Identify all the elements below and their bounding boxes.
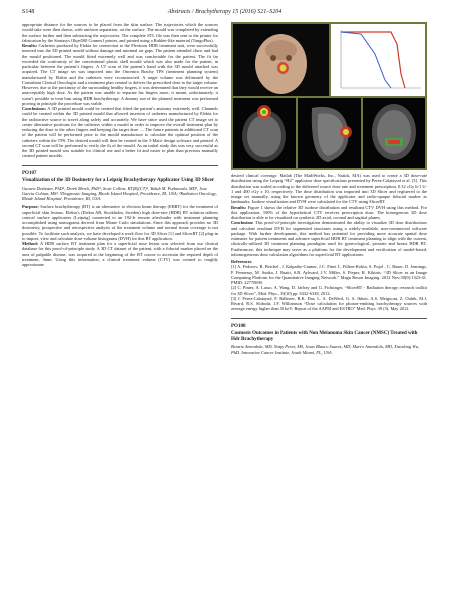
dvh-plot <box>331 24 425 96</box>
results-text-right: Figure 1 shows the relative 3D isodose distribution and resultant CTV DVH using this method. For this application, 100% of the hypothetical CTV receives prescription dose. The homogenous 3D dose distribution is able to be visualized on synthetic 2D axial, coronal and sagittal planes. <box>231 204 428 220</box>
conclusions-label: Conclusions: <box>22 106 47 111</box>
abstract-title: Cosmesis Outcomes in Patients with Non Melanoma Skin Cancer (NMSC) Treated with Hdr Brachytherapy <box>231 330 418 342</box>
head-render-image <box>233 24 329 96</box>
method-continuation-right: desired clinical coverage. Matlab (The MathWorks, Inc., Natick, MA) was used to create a 3D dose-rate distribution using the Leipzig “H2” applicator dose specifications presented by Perez-Calatayud et al. [3]. This distribution was scaled according to the delivered source dose rate and treatment prescription, 0.32 cGy h-1 U-1 and 400 cGy x 10, respectively. The dose distribution was imported into 3D Slicer and registered to the image set manually, using the known geometry of the applicator and radio-opaque fiducial marker as landmarks. Isodose visualization and DVH were calculated for the CTV using SlicerRT. <box>231 173 427 205</box>
axial-panel <box>233 98 296 168</box>
render-3d-panel <box>233 24 329 96</box>
slicer-figure <box>231 22 427 170</box>
dvh-panel <box>331 24 425 96</box>
purpose-label: Purpose: <box>22 204 39 210</box>
conclusion-paragraph <box>231 220 427 257</box>
method-text: A HDR surface BT treatment plan for a superficial nose lesion was selected from our clinical database for this proof-of-principle study. A 3D CT dataset of the patient, with a fiducial marker placed on the area of palpable disease, was acquired at the beginning of the BT course to ascertain the required depth of treatment, 3mm. Using this information, a clinical treatment volume (CTV) was created to roughly approximate <box>22 241 219 268</box>
results-paragraph-right <box>231 205 427 221</box>
method-label: Method: <box>22 241 39 247</box>
abstract-title: Visualization of the 3D Dosimetry for a Leipzig Brachytherapy Applicator Using 3D Slicer <box>22 177 215 183</box>
references-heading: References <box>231 259 252 264</box>
results-text: Catheters produced by Elekta for connection to the Flexitron HDR treatment unit, were successfully inserted into the 3D printed mould without damage and minimal air gaps. The patient attended clinic and had the mould positioned. The mould fitted extremely well and was comfortable for the patient. The fit far exceeded the conformity of the conventional plastic shell mould which was also made for the patient, in particular between the patient’s fingers. A CT scan of the patient’s hand with the 3D mould attached was acquired. The CT image set was imported into the Oncentra Brachy TPS (treatment planning system) manufactured by Elekta and the catheters were reconstructed. A target volume was delineated by the Consultant Clinical Oncologist and a treatment plan created to deliver the prescribed dose to the target volume. However, due to the proximity of the surrounding healthy fingers, it was determined that they would receive an unacceptably high dose. As the patient was unable to separate his fingers more, it meant, unfortunately, it wasn’t possible to treat him using HDR brachytherapy. A dummy run of the planned treatment was performed proving in principle the procedure was viable. <box>22 43 218 106</box>
conclusion-label: Conclusion: <box>231 220 254 226</box>
reference-item: [2] C. Pinter, A. Lasso, A. Wang, D. Jaffray and G. Fichtinger, “SlicerRT - Radiation therapy research toolkit for 3D Slicer”, Med. Phys., 39(10) pp. 6332-6338, 2012. <box>231 285 427 296</box>
section-divider <box>231 318 427 319</box>
reference-item: [1] A. Fedorov, R. Beichel , J. Kalpathy-Cramer, J.C. Finet J., Fillion-Robin, S. Pujol , C. Bauer, D. Jennings, F. Fennessy, M. Sonka, J. Buatti, S.R. Aylward, J.V. Miller, S. Pieper, R. Kikinis. “3D Slicer as an Image Computing Platform for the Quantitative Imaging Network.” Magn Reson Imaging. 2012 Nov;30(9):1323-41. PMID: 22770690. <box>231 264 427 285</box>
page-header <box>22 9 427 19</box>
coronal-slice-image <box>363 98 425 168</box>
left-column <box>22 22 218 267</box>
right-column <box>231 22 427 355</box>
purpose-paragraph <box>22 204 218 241</box>
axial-slice-image <box>233 98 296 168</box>
purpose-text: Surface brachytherapy (BT) is an alternative to electron beam therapy (EBRT) for the treatment of superficial skin lesions. Elekta’s (Elekta AB, Stockholm, Sweden) high dose-rate (HDR) BT solution utilizes conical surface applicators (Leipzig) connected to an 192-Ir remote afterloader with treatment planning accomplished using nomograms derived from Monte Carlo simulations. Since this approach provides no 3D dosimetry, prospective and retrospective analysis of the treatment volume and normal tissue coverage is not possible. To facilitate such analysis, we have developed a work flow for 3D Slicer [1] and SlicerRT [2] plug-in to import, view and calculate dose-volume histograms (DVH) for this BT application. <box>22 204 218 241</box>
results-label-right: Results: <box>231 204 247 210</box>
results-label: Results: <box>22 43 38 48</box>
conclusion-text: This proof-of-principle investigation demonstrated the ability to visualize 3D dose distributions and calculate resultant DVH for segmented structures using a widely-available, non-commercial software package. With further development, this method has potential for providing more accurate spatial dose estimates for patient treatments and advance superficial HDR BT treatment planning to align with the current, clinically-utilized 3D treatment planning paradigms used for gynecological, prostate and breast HDR BT. Furthermore, this technique may serve as a platform for the development and verification of model-based, inhomogeneous dose calculation algorithms for superficial BT applications. <box>231 220 427 257</box>
page-number: S148 <box>22 9 35 15</box>
abstract-id: PO108 <box>231 323 246 329</box>
abstract-id: PO107 <box>22 170 37 176</box>
author-list: Guraen Deshazer, PhD¹, Derek Merck, PhD¹, Scott Collins, RT(R)(CT)¹, Yakub M. Puthawala, MD¹, Jose Garcia Cobian, MS². ¹Diagnostic Imaging, Rhode Island Hospital, Providence, RI, USA; ²Radiation Oncology, Rhode Island Hospital, Providence, RI, USA. <box>22 185 217 202</box>
reference-item: [3] J. Perez-Calatayud, F. Ballester, R.K. Das, L. A. DeWerd, G. S. Ibbott, A.S. Meigooni, Z. Ouhib, M.J. Rivard, R.S. Sloboda, J.F. Williamson “Dose calculation for photon-emitting brachytherapy sources with average energy higher than 50 keV: Report of the AAPM and ESTRO” Med. Phys. 39 (5), May 2012. <box>231 295 427 312</box>
sagittal-panel <box>298 98 361 168</box>
journal-citation: Abstracts / Brachytherapy 15 (2016) S21–S204 <box>167 9 282 15</box>
section-divider <box>22 165 218 166</box>
coronal-panel <box>363 98 425 168</box>
author-list: Beatriz Amendola, MD, Naipy Perez, MS, Jesus Blanco Suarez, MD, Marco Amendola, MD, Xiaodong Wu, PhD. Innovative Cancer Institute, South Miami, FL, USA. <box>231 344 419 355</box>
conclusions-text: A 3D printed mould could be created that fitted the patient’s anatomy extremely well. Channels could be created within the 3D printed mould that allowed insertion of catheters manufactured by Elekta for the radioactive source to travel along safely and accurately. We have since used the patient CT image set to create alternative positions for the catheters within a mould in order to improve the overall treatment plan by reducing the dose to the other fingers and keeping the target dose .... <box>22 106 218 132</box>
results-paragraph <box>22 43 218 106</box>
method-paragraph <box>22 241 218 267</box>
method-continuation: appropriate distance for the sources to be placed from the skin surface. The trajectories which the sources would take were then drawn, with uniform separation, on the surface. The mould was completed by extending the surface further and then subtracting the trajectories. The complete STL file was then sent to the printer for fabrication by the Stratasys Objet500 Connex1 printer, and printed using a Rubber-like material (TangoPlus). <box>22 22 218 43</box>
sagittal-slice-image <box>298 98 361 168</box>
conclusions-paragraph <box>22 106 218 159</box>
conclusions-continuation: The future patients in additional CT scan of the patient will be performed prior to the mould manufacture to calculate the optimal position of the catheters within the TPS. The desired mould will then be created in the 3-Matic design software and printed. A second CT scan will be performed to verify the fit of the mould. As an initial study this was very successful as the 3D printed mould was suitable for clinical use and a better fit and easier to plan than previous manually created patient moulds. <box>22 127 218 159</box>
